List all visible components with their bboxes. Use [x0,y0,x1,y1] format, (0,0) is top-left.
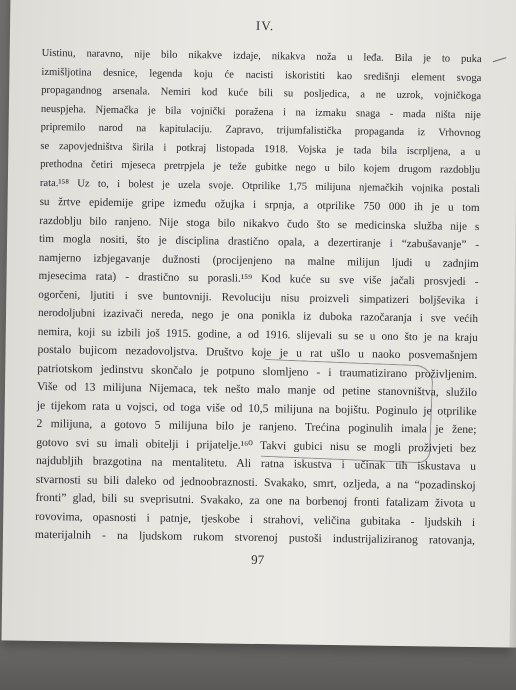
text-line: prethodna četiri mjeseca pretrpjela je teže gubitke nego u bilo kojem drugom razdoblju [40,158,481,177]
text-line: postalo bujicom nezadovoljstva. Društvo koje je u rat ušlo u naoko posvemašnjem [37,342,478,363]
text-line: najdubljih brazgotina na mentalitetu. Ali ratna iskustva i učinak tih iskustava u [35,453,477,474]
text-line: rovovima, opasnosti i patnje, tjeskobe i strahovi, veličina gubitaka - ljudskih i [35,509,476,529]
text-line: patriotskom jedinstvu skončalo je potpuno slomljeno - i traumatizirano proživljenim. [37,361,478,381]
text-line: pripremilo narod na kapitulaciju. Zapravo, trijumfalistička propaganda iz Vrhovnog [40,121,481,140]
text-line: namjerno izbjegavanje dužnosti (procijenjeno na malne milijun ljudi u zadnjim [38,251,479,270]
text-line: nemira, koji su izbili još 1915. godine, a od 1916. slijevali su se u ono što je na kraju [37,325,478,344]
text-line: stvarnosti su bili daleko od jednoobraznosti. Svakako, smrt, ozljeda, a na “pozadinskoj [35,472,476,492]
book-page [1,0,516,648]
body-text [35,45,482,551]
text-line: su žrtve epidemije gripe između ožujka i srpnja, a otprilike 750 000 ih je u tom [39,195,480,215]
text-line: ogorčeni, ljutiti i sve buntovniji. Revoluciju nisu proizveli simpatizeri boljševika i [38,288,479,307]
text-line: se zapovjedništva širila i potkraj listopada 1918. Vojska je tada bila iscrpljena, a u [40,140,481,158]
text-line: je tijekom rata u vojsci, od toga više od 10,5 milijuna na bojištu. Poginulo je otprilike [36,398,477,418]
text-line: materijalnih - na ljudskom rukom stvorenoj pustoši industrijaliziranog ratovanja, [34,527,476,548]
text-line: propagandnog arsenala. Nemiri kod kuće bili su posljedica, a ne uzrok, vojničkoga [41,84,482,103]
text-line: gotovo svi su imali obitelji i prijatelje.¹⁶⁰ Takvi gubici nisu se mogli proživjeti bez [36,435,477,455]
text-line: fronti” glad, bili su sveprisutni. Svakako, za one na borbenoj fronti fatalizam života u [35,490,476,511]
text-line: tim mogla nositi, što je disciplina drastično opala, a dezertiranje i “zabušavanje” - [39,232,480,252]
text-line: nerodoljubni izazivači nereda, nego je ona ponikla iz duboka razočaranja i sve većih [37,306,479,326]
text-line: neuspjeha. Njemačka je bila vojnički poražena i na izmaku snaga - mada ništa nije [40,103,481,121]
text-line: izmišljotina desnice, legenda koju će nacisti iskoristiti kao središnji element svoga [41,66,482,84]
page-number: 97 [251,551,265,568]
text-line: Uistinu, naravno, nije bilo nikakve izdaje, nikakva noža u leđa. Bila je to puka [41,47,482,66]
text-line: 2 milijuna, a gotovo 5 milijuna bilo je ranjeno. Trećina poginulih imala je žene; [36,416,477,437]
text-line: mjesecima rata) - drastično su porasli.¹⁵⁹ Kod kuće su sve više jačali prosvjedi - [38,269,479,289]
page-edge [509,0,516,648]
chapter-heading: IV. [255,17,275,34]
pencil-tick-mark [491,51,506,62]
text-line: Više od 13 milijuna Nijemaca, tek nešto malo manje od petine stanovništva, služilo [36,379,478,400]
text-line: rata.¹⁵⁸ Uz to, i bolest je uzela svoje. Otprilike 1,75 milijuna njemačkih vojnika postali [39,177,480,195]
text-line: razdoblju bilo ranjeno. Nije stoga bilo nikakvo čudo što se medicinska služba nije s [39,214,480,233]
